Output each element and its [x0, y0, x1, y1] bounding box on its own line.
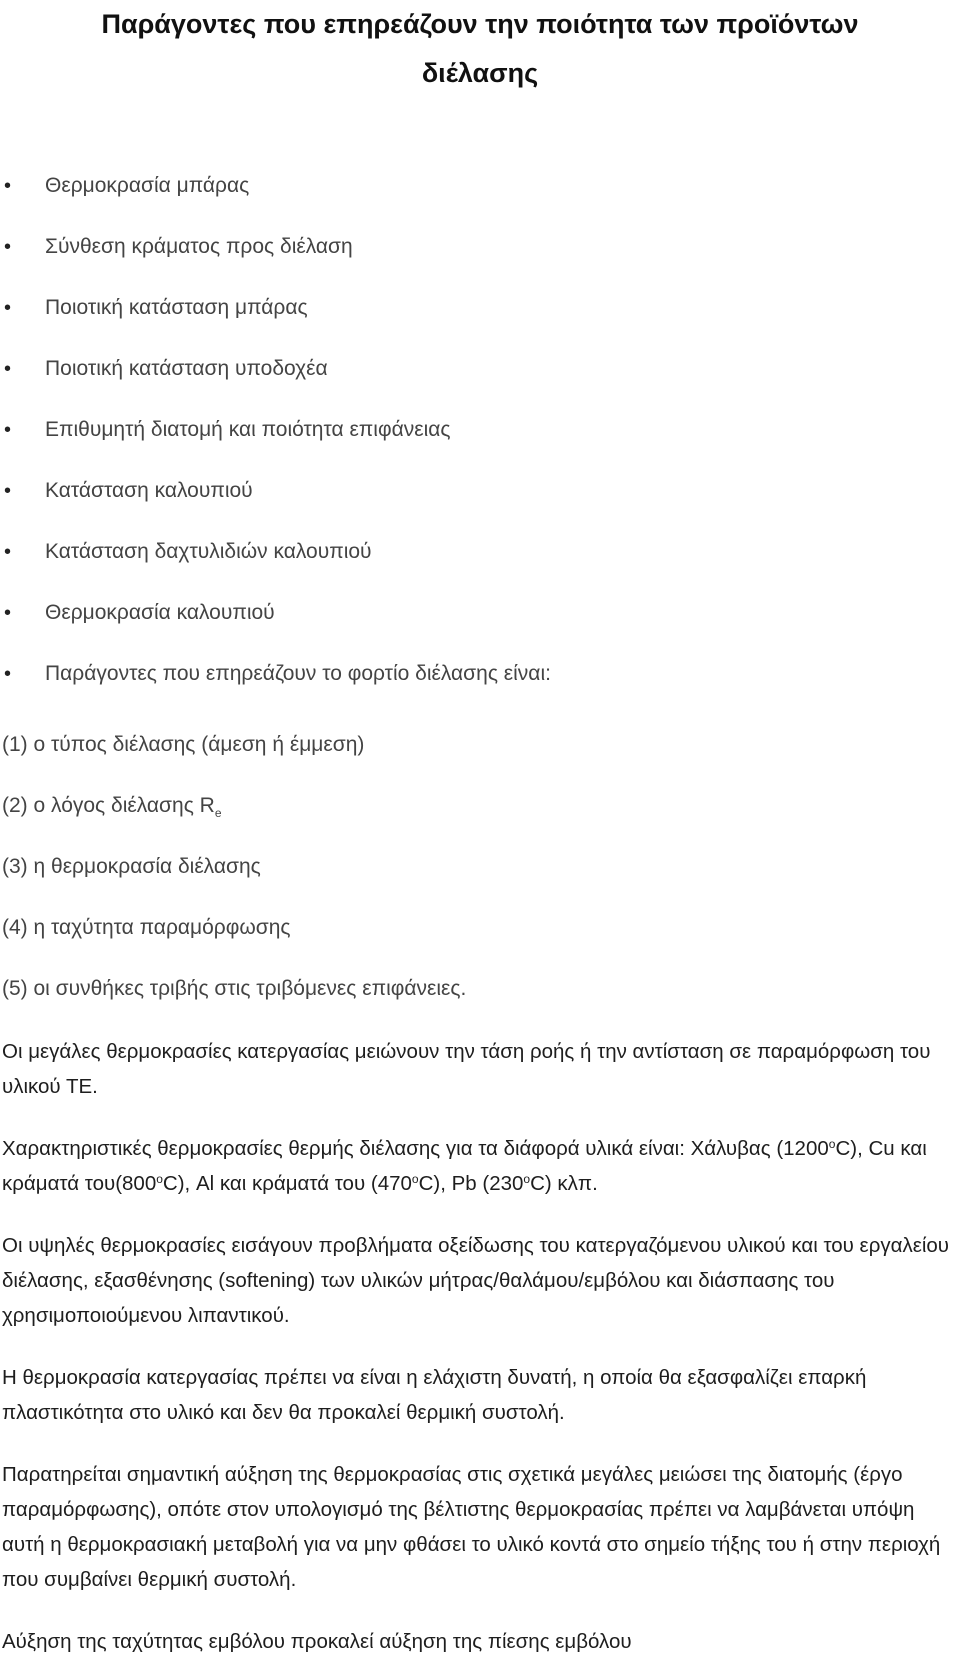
bullet-icon: • — [4, 419, 12, 441]
list-item: • Κατάσταση καλουπιού — [4, 479, 253, 502]
paragraph-minimum-temperature: Η θερμοκρασία κατεργασίας πρέπει να είναι η ελάχιστη δυνατή, η οποία θα εξασφαλίζει επαρκή πλαστικότητα στο υλικό και δεν θα προκαλεί θερμική συστολή. — [2, 1366, 867, 1424]
list-item: • Θερμοκρασία καλουπιού — [4, 601, 275, 624]
list-item: (2) ο λόγος διέλασης $R_e$ — [2, 794, 222, 821]
list-item: (4) η ταχύτητα παραμόρφωσης — [2, 916, 291, 939]
list-item: (1) ο τύπος διέλασης (άμεση ή έμμεση) — [2, 733, 365, 756]
bullet-icon: • — [4, 663, 12, 685]
bullet-icon: • — [4, 480, 12, 502]
list-item: • Ποιοτική κατάσταση μπάρας — [4, 296, 308, 319]
subscript: e — [214, 806, 222, 821]
paragraph-ram-speed: Αύξηση της ταχύτητας εμβόλου προκαλεί αύξηση της πίεσης εμβόλου — [2, 1630, 632, 1653]
bullet-icon: • — [4, 236, 12, 258]
page-title — [0, 0, 960, 98]
list-item: • Θερμοκρασία μπάρας — [4, 174, 250, 197]
list-item: (3) η θερμοκρασία διέλασης — [2, 855, 261, 878]
paragraph-temperature-rise: Παρατηρείται σημαντική αύξηση της θερμοκρασίας στις σχετικά μεγάλες μειώσει της διατομής (έργο παραμόρφωσης), οπότε στον υπολογισμό της βέλτιστης θερμοκρασίας πρέπει να λαμβάνεται υπόψη αυτή η θερμοκρασιακή μεταβολή για να μην φθάσει το υλικό κοντά στο σημείο τήξης του ή στην περιοχή που συμβαίνει θερμική συστολή. — [2, 1463, 941, 1591]
paragraph-high-temperature: Οι μεγάλες θερμοκρασίες κατεργασίας μειώνουν την τάση ροής ή την αντίσταση σε παραμόρφωση του υλικού ΤΕ. — [2, 1040, 931, 1098]
bullet-icon: • — [4, 602, 12, 624]
paragraph-typical-temperatures: Χαρακτηριστικές θερμοκρασίες θερμής διέλασης για τα διάφορά υλικά είναι: Χάλυβας (1200$^o$C), Cu και κράματά του(800$^o$C), Al και κράματά του (470$^o$C), Pb (230$^o$C) κλπ. — [2, 1137, 927, 1195]
list-item: • Σύνθεση κράματος προς διέλαση — [4, 235, 353, 258]
list-item: • Ποιοτική κατάσταση υποδοχέα — [4, 357, 328, 380]
list-item: • Παράγοντες που επηρεάζουν το φορτίο διέλασης είναι: — [4, 662, 551, 685]
list-item: • Επιθυμητή διατομή και ποιότητα επιφάνειας — [4, 418, 451, 441]
title-line-2: διέλασης — [421, 58, 539, 88]
title-line-1: Παράγοντες που επηρεάζουν την ποιότητα των προϊόντων — [101, 9, 859, 39]
bullet-icon: • — [4, 358, 12, 380]
load-factor-list — [2, 733, 466, 1038]
bullet-icon: • — [4, 541, 12, 563]
bullet-icon: • — [4, 175, 12, 197]
list-item: (5) οι συνθήκες τριβής στις τριβόμενες επιφάνειες. — [2, 977, 467, 1000]
paragraph-oxidation: Οι υψηλές θερμοκρασίες εισάγουν προβλήματα οξείδωσης του κατεργαζόμενου υλικού και του εργαλείου διέλασης, εξασθένησης (softening) των υλικών μήτρας/θαλάμου/εμβόλου και διάσπασης του χρησιμοποιούμενου λιπαντικού. — [2, 1234, 950, 1327]
list-item: • Κατάσταση δαχτυλιδιών καλουπιού — [4, 540, 372, 563]
bullet-icon: • — [4, 297, 12, 319]
factor-bullet-list — [0, 174, 551, 723]
